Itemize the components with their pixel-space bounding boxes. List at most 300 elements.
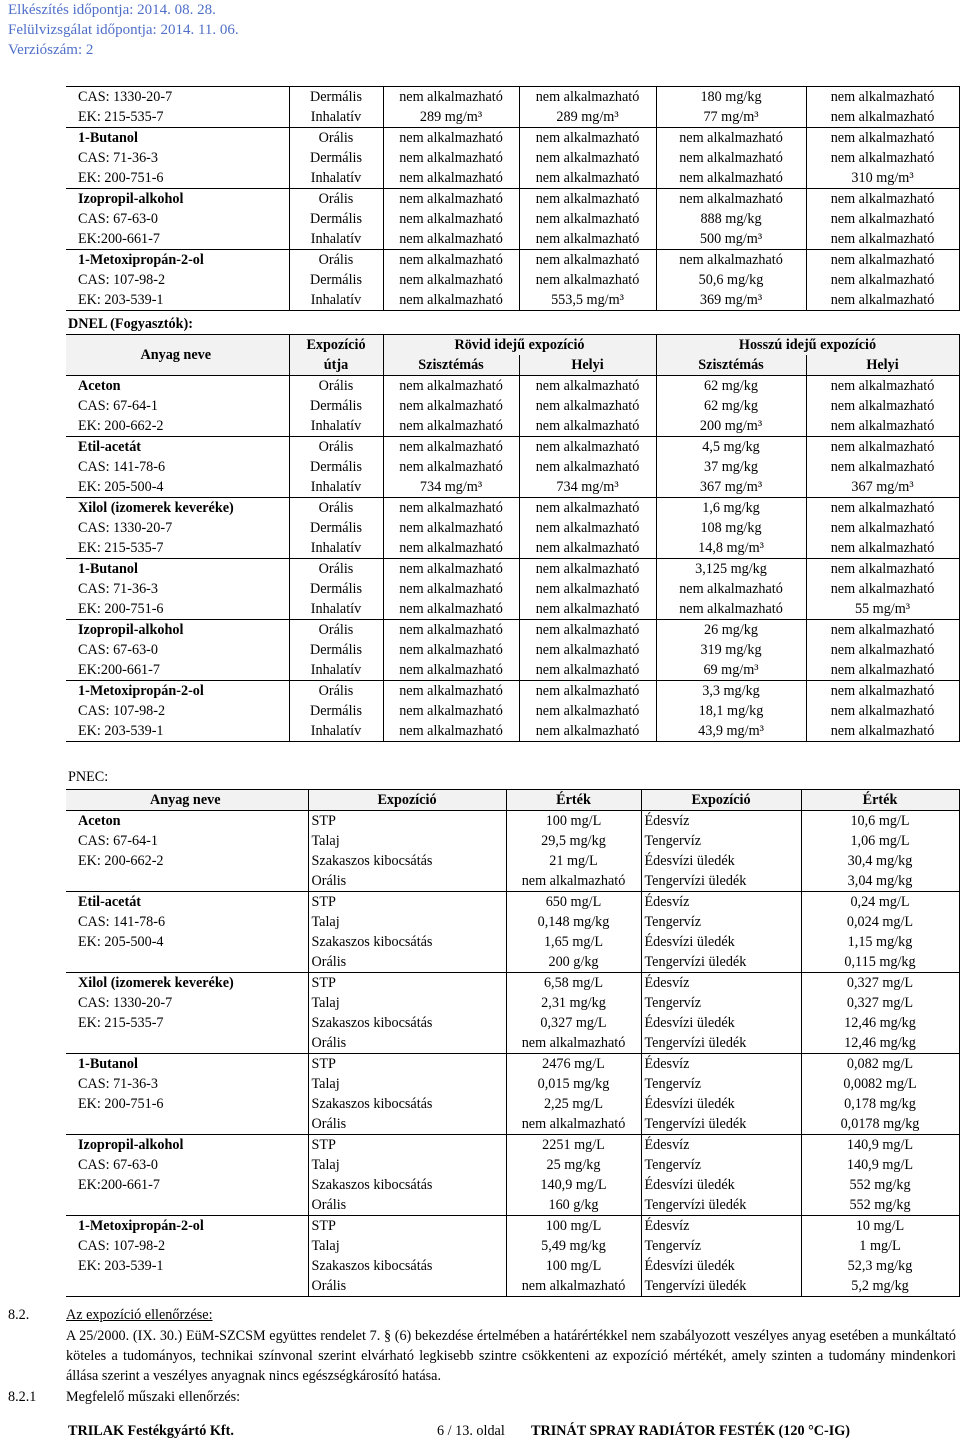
value-cell: 289 mg/m³ [519, 107, 656, 128]
substance-cell: CAS: 141-78-6 [66, 457, 289, 477]
pnec-header-name: Anyag neve [66, 790, 308, 811]
exposure-cell: Talaj [308, 1236, 506, 1256]
exposure-cell: Talaj [308, 831, 506, 851]
substance-cell: CAS: 1330-20-7 [66, 518, 289, 538]
substance-cell: Aceton [66, 376, 289, 397]
substance-cell: CAS: 71-36-3 [66, 579, 289, 599]
value-cell: nem alkalmazható [519, 209, 656, 229]
value-cell: nem alkalmazható [656, 189, 806, 210]
value-cell: 6,58 mg/L [506, 973, 641, 994]
value-cell: 0,082 mg/L [801, 1054, 959, 1075]
value-cell: 29,5 mg/kg [506, 831, 641, 851]
substance-cell: CAS: 67-63-0 [66, 640, 289, 660]
exposure-cell: Édesvíz [641, 1216, 801, 1237]
value-cell: 50,6 mg/kg [656, 270, 806, 290]
value-cell: nem alkalmazható [383, 457, 519, 477]
header-substance-name: Anyag neve [66, 335, 289, 376]
value-cell: 100 mg/L [506, 1256, 641, 1276]
value-cell: nem alkalmazható [806, 229, 959, 250]
footer-page-number: 6 / 13. oldal [437, 1423, 505, 1439]
value-cell: 30,4 mg/kg [801, 851, 959, 871]
value-cell: nem alkalmazható [519, 518, 656, 538]
value-cell: nem alkalmazható [656, 250, 806, 271]
value-cell: 310 mg/m³ [806, 168, 959, 189]
table-row [66, 831, 959, 851]
exposure-route-cell: Dermális [289, 270, 383, 290]
value-cell: 552 mg/kg [801, 1175, 959, 1195]
table-row [66, 1094, 959, 1114]
value-cell: nem alkalmazható [383, 701, 519, 721]
substance-cell: Izopropil-alkohol [66, 620, 289, 641]
substance-cell: 1-Metoxipropán-2-ol [66, 681, 289, 702]
value-cell: 140,9 mg/L [801, 1155, 959, 1175]
header-exposure-route-2: útja [289, 355, 383, 376]
exposure-cell: Szakaszos kibocsátás [308, 1256, 506, 1276]
value-cell: nem alkalmazható [519, 87, 656, 108]
table-row [66, 892, 959, 913]
exposure-route-cell: Dermális [289, 518, 383, 538]
substance-cell: EK: 203-539-1 [66, 290, 289, 311]
value-cell: 12,46 mg/kg [801, 1033, 959, 1054]
substance-cell: EK: 200-662-2 [66, 851, 308, 871]
value-cell: 14,8 mg/m³ [656, 538, 806, 559]
substance-cell: EK: 215-535-7 [66, 1013, 308, 1033]
substance-cell: EK: 215-535-7 [66, 107, 289, 128]
table-row [66, 993, 959, 1013]
table-row [66, 396, 959, 416]
value-cell: nem alkalmazható [806, 128, 959, 149]
substance-cell: EK: 205-500-4 [66, 932, 308, 952]
value-cell: nem alkalmazható [806, 660, 959, 681]
exposure-cell: Szakaszos kibocsátás [308, 1175, 506, 1195]
exposure-cell: Édesvíz [641, 811, 801, 832]
value-cell: nem alkalmazható [806, 270, 959, 290]
value-cell: nem alkalmazható [806, 209, 959, 229]
footer-product-name: TRINÁT SPRAY RADIÁTOR FESTÉK (120 °C-IG) [531, 1423, 851, 1439]
value-cell: nem alkalmazható [519, 457, 656, 477]
value-cell: 43,9 mg/m³ [656, 721, 806, 742]
exposure-route-cell: Inhalatív [289, 477, 383, 498]
value-cell: nem alkalmazható [383, 579, 519, 599]
substance-cell: EK: 200-751-6 [66, 1094, 308, 1114]
value-cell: nem alkalmazható [383, 416, 519, 437]
value-cell: nem alkalmazható [806, 640, 959, 660]
exposure-cell: Édesvíz [641, 1054, 801, 1075]
value-cell: nem alkalmazható [806, 701, 959, 721]
value-cell: nem alkalmazható [383, 189, 519, 210]
exposure-route-cell: Orális [289, 681, 383, 702]
value-cell: nem alkalmazható [383, 270, 519, 290]
value-cell: nem alkalmazható [383, 538, 519, 559]
value-cell: 5,2 mg/kg [801, 1276, 959, 1297]
table-row [66, 437, 959, 458]
value-cell: nem alkalmazható [806, 579, 959, 599]
exposure-route-cell: Inhalatív [289, 599, 383, 620]
table-row [66, 811, 959, 832]
value-cell: 21 mg/L [506, 851, 641, 871]
value-cell: 500 mg/m³ [656, 229, 806, 250]
exposure-route-cell: Orális [289, 376, 383, 397]
section-8-2-title: Az expozíció ellenőrzése: [66, 1307, 213, 1323]
exposure-route-cell: Dermális [289, 87, 383, 108]
exposure-cell: Tengervízi üledék [641, 952, 801, 973]
exposure-route-cell: Inhalatív [289, 416, 383, 437]
exposure-route-cell: Dermális [289, 396, 383, 416]
value-cell: nem alkalmazható [656, 128, 806, 149]
exposure-cell: Édesvíz [641, 892, 801, 913]
value-cell: 0,327 mg/L [801, 973, 959, 994]
pnec-header-exposure-2: Expozíció [641, 790, 801, 811]
substance-cell: CAS: 107-98-2 [66, 270, 289, 290]
exposure-cell: Talaj [308, 1074, 506, 1094]
exposure-cell: STP [308, 1054, 506, 1075]
value-cell: nem alkalmazható [519, 579, 656, 599]
value-cell: nem alkalmazható [806, 437, 959, 458]
substance-cell: Xilol (izomerek keveréke) [66, 973, 308, 994]
value-cell: 369 mg/m³ [656, 290, 806, 311]
table-row [66, 599, 959, 620]
substance-cell: CAS: 67-63-0 [66, 209, 289, 229]
value-cell: 140,9 mg/L [801, 1135, 959, 1156]
value-cell: 10 mg/L [801, 1216, 959, 1237]
value-cell: nem alkalmazható [806, 87, 959, 108]
value-cell: nem alkalmazható [383, 681, 519, 702]
exposure-cell: Szakaszos kibocsátás [308, 851, 506, 871]
value-cell: nem alkalmazható [519, 250, 656, 271]
substance-cell [66, 1195, 308, 1216]
value-cell: nem alkalmazható [806, 189, 959, 210]
exposure-cell: Orális [308, 1033, 506, 1054]
pnec-title: PNEC: [68, 769, 109, 785]
table-row [66, 721, 959, 742]
table-row [66, 1276, 959, 1297]
value-cell: nem alkalmazható [519, 376, 656, 397]
pnec-header-exposure-1: Expozíció [308, 790, 506, 811]
value-cell: nem alkalmazható [383, 87, 519, 108]
table-row [66, 1033, 959, 1054]
substance-cell: 1-Butanol [66, 1054, 308, 1075]
table-row [66, 250, 959, 271]
pnec-table [66, 789, 960, 1297]
substance-cell: EK: 205-500-4 [66, 477, 289, 498]
value-cell: 2476 mg/L [506, 1054, 641, 1075]
exposure-route-cell: Inhalatív [289, 229, 383, 250]
value-cell: 62 mg/kg [656, 376, 806, 397]
value-cell: nem alkalmazható [519, 721, 656, 742]
value-cell: nem alkalmazható [806, 620, 959, 641]
value-cell: 2,31 mg/kg [506, 993, 641, 1013]
exposure-cell: Tengervízi üledék [641, 1114, 801, 1135]
table-row [66, 932, 959, 952]
substance-cell: CAS: 71-36-3 [66, 1074, 308, 1094]
substance-cell: CAS: 67-63-0 [66, 1155, 308, 1175]
exposure-cell: Tengervíz [641, 1074, 801, 1094]
table-row [66, 640, 959, 660]
table-row [66, 1256, 959, 1276]
value-cell: nem alkalmazható [383, 559, 519, 580]
exposure-cell: Orális [308, 1114, 506, 1135]
table-row [66, 1216, 959, 1237]
value-cell: 4,5 mg/kg [656, 437, 806, 458]
substance-cell: CAS: 1330-20-7 [66, 993, 308, 1013]
value-cell: nem alkalmazható [519, 538, 656, 559]
value-cell: nem alkalmazható [383, 376, 519, 397]
table-row [66, 107, 959, 128]
table-row [66, 416, 959, 437]
table-row [66, 952, 959, 973]
value-cell: 552 mg/kg [801, 1195, 959, 1216]
value-cell: nem alkalmazható [506, 1276, 641, 1297]
table-row [66, 681, 959, 702]
exposure-cell: Tengervíz [641, 831, 801, 851]
value-cell: 0,015 mg/kg [506, 1074, 641, 1094]
table-row [66, 851, 959, 871]
exposure-route-cell: Inhalatív [289, 168, 383, 189]
value-cell: nem alkalmazható [806, 559, 959, 580]
value-cell: nem alkalmazható [383, 498, 519, 519]
exposure-route-cell: Inhalatív [289, 290, 383, 311]
value-cell: nem alkalmazható [519, 559, 656, 580]
exposure-route-cell: Orális [289, 128, 383, 149]
table-row [66, 87, 959, 108]
substance-cell: EK:200-661-7 [66, 1175, 308, 1195]
exposure-cell: STP [308, 1135, 506, 1156]
value-cell: 25 mg/kg [506, 1155, 641, 1175]
header-long-local: Helyi [806, 355, 959, 376]
substance-cell: EK: 200-751-6 [66, 599, 289, 620]
value-cell: nem alkalmazható [806, 250, 959, 271]
substance-cell: EK:200-661-7 [66, 229, 289, 250]
value-cell: 62 mg/kg [656, 396, 806, 416]
exposure-cell: STP [308, 973, 506, 994]
value-cell: nem alkalmazható [383, 599, 519, 620]
substance-cell: 1-Metoxipropán-2-ol [66, 1216, 308, 1237]
value-cell: nem alkalmazható [519, 128, 656, 149]
exposure-cell: Tengervízi üledék [641, 1195, 801, 1216]
value-cell: 5,49 mg/kg [506, 1236, 641, 1256]
exposure-cell: Tengervíz [641, 1155, 801, 1175]
exposure-cell: Talaj [308, 993, 506, 1013]
value-cell: 0,024 mg/L [801, 912, 959, 932]
header-long-systemic: Szisztémás [656, 355, 806, 376]
value-cell: 0,327 mg/L [801, 993, 959, 1013]
exposure-cell: Tengervíz [641, 993, 801, 1013]
value-cell: nem alkalmazható [806, 538, 959, 559]
value-cell: nem alkalmazható [806, 396, 959, 416]
value-cell: nem alkalmazható [806, 681, 959, 702]
value-cell: 734 mg/m³ [383, 477, 519, 498]
exposure-route-cell: Orális [289, 498, 383, 519]
value-cell: nem alkalmazható [519, 599, 656, 620]
substance-cell: 1-Butanol [66, 559, 289, 580]
value-cell: 553,5 mg/m³ [519, 290, 656, 311]
table-row [66, 1175, 959, 1195]
exposure-route-cell: Inhalatív [289, 721, 383, 742]
value-cell: nem alkalmazható [383, 721, 519, 742]
substance-cell [66, 1033, 308, 1054]
value-cell: nem alkalmazható [519, 229, 656, 250]
exposure-cell: Édesvízi üledék [641, 1256, 801, 1276]
value-cell: 0,0082 mg/L [801, 1074, 959, 1094]
exposure-cell: Orális [308, 871, 506, 892]
value-cell: 18,1 mg/kg [656, 701, 806, 721]
exposure-cell: Szakaszos kibocsátás [308, 1013, 506, 1033]
value-cell: 180 mg/kg [656, 87, 806, 108]
exposure-route-cell: Orális [289, 559, 383, 580]
section-8-2-text: A 25/2000. (IX. 30.) EüM-SZCSM együttes rendelet 7. § (6) bekezdése értelmében a határértékkel nem szabályozott veszélyes anyag esetében a munkáltató köteles a tudományos, technikai színvonal szerint elvárható legkisebb szintre csökkenteni az expozíció mértékét, amely szinten a tudomány mindenkori állása szerint a veszélyes anyagnak nincs egészségkárosító hatása. [66, 1328, 956, 1384]
value-cell: 3,04 mg/kg [801, 871, 959, 892]
substance-cell: Izopropil-alkohol [66, 189, 289, 210]
value-cell: 3,125 mg/kg [656, 559, 806, 580]
header-long-term: Hosszú idejű expozíció [656, 335, 959, 356]
exposure-cell: Tengervízi üledék [641, 871, 801, 892]
value-cell: nem alkalmazható [656, 148, 806, 168]
dnel-consumers-title: DNEL (Fogyasztók): [68, 316, 193, 332]
exposure-cell: Édesvíz [641, 1135, 801, 1156]
value-cell: 69 mg/m³ [656, 660, 806, 681]
exposure-cell: Orális [308, 1195, 506, 1216]
value-cell: 2251 mg/L [506, 1135, 641, 1156]
table-row [66, 229, 959, 250]
substance-cell: EK:200-661-7 [66, 660, 289, 681]
value-cell: 140,9 mg/L [506, 1175, 641, 1195]
substance-cell: 1-Metoxipropán-2-ol [66, 250, 289, 271]
value-cell: 319 mg/kg [656, 640, 806, 660]
value-cell: 1,6 mg/kg [656, 498, 806, 519]
table-row [66, 518, 959, 538]
value-cell: 2,25 mg/L [506, 1094, 641, 1114]
exposure-cell: STP [308, 892, 506, 913]
exposure-route-cell: Inhalatív [289, 538, 383, 559]
exposure-cell: Talaj [308, 912, 506, 932]
value-cell: nem alkalmazható [506, 1114, 641, 1135]
value-cell: 1,15 mg/kg [801, 932, 959, 952]
dnel-workers-table-continued [66, 86, 960, 311]
value-cell: nem alkalmazható [383, 518, 519, 538]
value-cell: 77 mg/m³ [656, 107, 806, 128]
value-cell: 0,0178 mg/kg [801, 1114, 959, 1135]
value-cell: 26 mg/kg [656, 620, 806, 641]
value-cell: 1,06 mg/L [801, 831, 959, 851]
value-cell: 289 mg/m³ [383, 107, 519, 128]
exposure-cell: Édesvíz [641, 973, 801, 994]
exposure-route-cell: Orális [289, 189, 383, 210]
value-cell: 108 mg/kg [656, 518, 806, 538]
exposure-cell: Tengervízi üledék [641, 1033, 801, 1054]
value-cell: nem alkalmazható [383, 250, 519, 271]
exposure-route-cell: Dermális [289, 579, 383, 599]
value-cell: 1 mg/L [801, 1236, 959, 1256]
value-cell: 100 mg/L [506, 811, 641, 832]
exposure-route-cell: Dermális [289, 209, 383, 229]
substance-cell: Aceton [66, 811, 308, 832]
value-cell: nem alkalmazható [383, 128, 519, 149]
value-cell: nem alkalmazható [519, 640, 656, 660]
exposure-cell: Talaj [308, 1155, 506, 1175]
value-cell: 734 mg/m³ [519, 477, 656, 498]
revision-date: Felülvizsgálat időpontja: 2014. 11. 06. [8, 22, 239, 38]
document-header [8, 0, 239, 60]
value-cell: nem alkalmazható [656, 599, 806, 620]
header-short-term: Rövid idejű expozíció [383, 335, 656, 356]
table-row [66, 148, 959, 168]
substance-cell [66, 1276, 308, 1297]
exposure-route-cell: Orális [289, 620, 383, 641]
substance-cell: EK: 200-751-6 [66, 168, 289, 189]
value-cell: nem alkalmazható [656, 168, 806, 189]
value-cell: 650 mg/L [506, 892, 641, 913]
table-row [66, 290, 959, 311]
value-cell: nem alkalmazható [519, 168, 656, 189]
substance-cell: CAS: 107-98-2 [66, 701, 289, 721]
substance-cell: EK: 200-662-2 [66, 416, 289, 437]
value-cell: 52,3 mg/kg [801, 1256, 959, 1276]
value-cell: 10,6 mg/L [801, 811, 959, 832]
value-cell: 200 g/kg [506, 952, 641, 973]
exposure-cell: Orális [308, 1276, 506, 1297]
value-cell: 55 mg/m³ [806, 599, 959, 620]
substance-cell: Etil-acetát [66, 892, 308, 913]
value-cell: 160 g/kg [506, 1195, 641, 1216]
pnec-header-value-1: Érték [506, 790, 641, 811]
section-8-2-1-number: 8.2.1 [8, 1389, 37, 1405]
table-row [66, 168, 959, 189]
value-cell: nem alkalmazható [519, 701, 656, 721]
table-row [66, 1236, 959, 1256]
value-cell: nem alkalmazható [519, 270, 656, 290]
exposure-cell: STP [308, 811, 506, 832]
table-row [66, 477, 959, 498]
value-cell: nem alkalmazható [806, 416, 959, 437]
table-row [66, 620, 959, 641]
dnel-consumers-table [66, 334, 960, 742]
value-cell: 0,24 mg/L [801, 892, 959, 913]
table-row [66, 1074, 959, 1094]
exposure-route-cell: Inhalatív [289, 660, 383, 681]
value-cell: nem alkalmazható [383, 437, 519, 458]
table-row [66, 1135, 959, 1156]
value-cell: nem alkalmazható [383, 209, 519, 229]
value-cell: 3,3 mg/kg [656, 681, 806, 702]
exposure-cell: Tengervízi üledék [641, 1276, 801, 1297]
section-8-2-number: 8.2. [8, 1307, 30, 1323]
value-cell: 367 mg/m³ [806, 477, 959, 498]
value-cell: nem alkalmazható [383, 290, 519, 311]
table-row [66, 559, 959, 580]
version-number: Verziószám: 2 [8, 42, 94, 58]
exposure-cell: STP [308, 1216, 506, 1237]
exposure-cell: Tengervíz [641, 912, 801, 932]
value-cell: nem alkalmazható [519, 437, 656, 458]
value-cell: nem alkalmazható [506, 1033, 641, 1054]
exposure-route-cell: Orális [289, 250, 383, 271]
exposure-cell: Tengervíz [641, 1236, 801, 1256]
value-cell: nem alkalmazható [806, 518, 959, 538]
value-cell: 200 mg/m³ [656, 416, 806, 437]
exposure-cell: Édesvízi üledék [641, 1175, 801, 1195]
substance-cell: CAS: 71-36-3 [66, 148, 289, 168]
substance-cell: EK: 203-539-1 [66, 1256, 308, 1276]
exposure-cell: Édesvízi üledék [641, 851, 801, 871]
value-cell: 0,115 mg/kg [801, 952, 959, 973]
value-cell: 100 mg/L [506, 1216, 641, 1237]
substance-cell: CAS: 67-64-1 [66, 396, 289, 416]
table-row [66, 871, 959, 892]
exposure-route-cell: Dermális [289, 701, 383, 721]
value-cell: 0,178 mg/kg [801, 1094, 959, 1114]
value-cell: nem alkalmazható [383, 640, 519, 660]
substance-cell: Izopropil-alkohol [66, 1135, 308, 1156]
